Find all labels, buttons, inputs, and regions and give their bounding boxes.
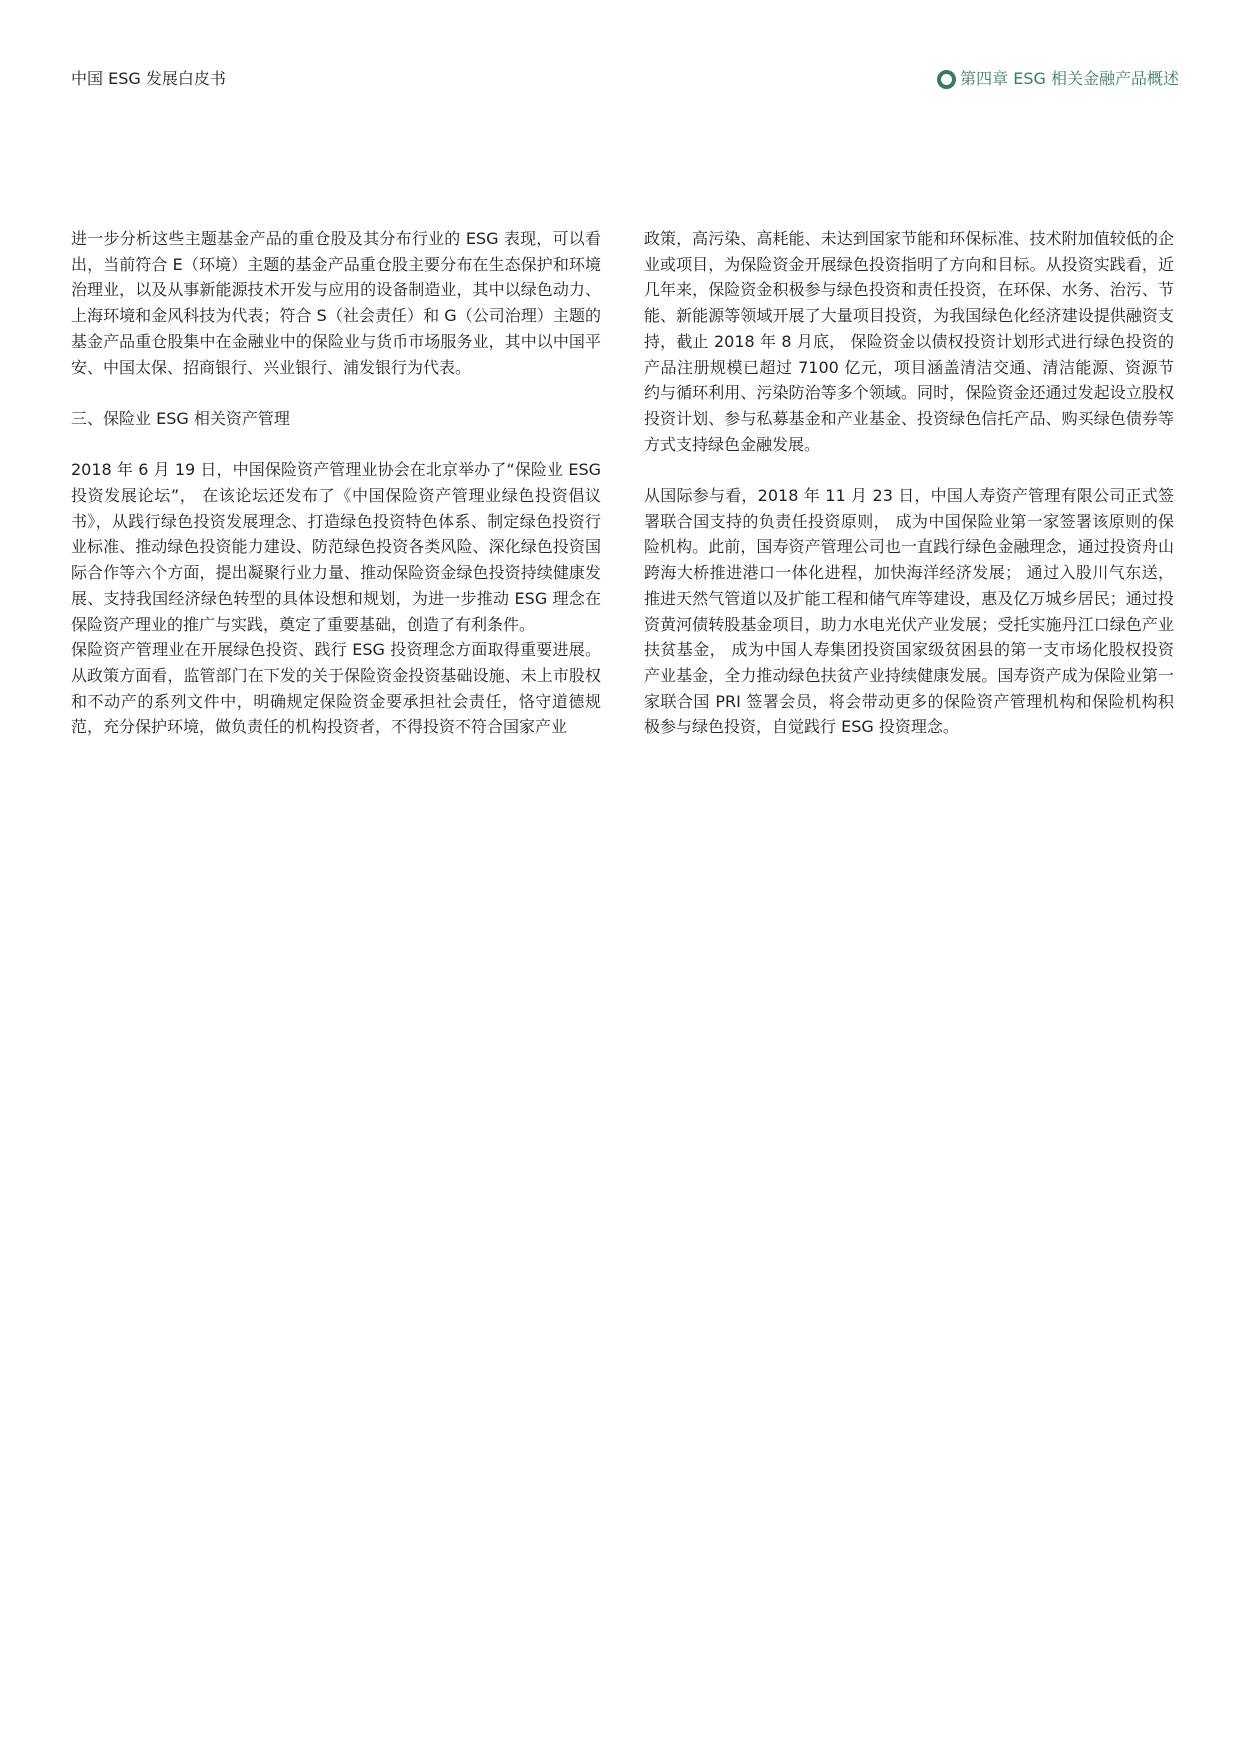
ring-icon xyxy=(937,70,956,89)
paragraph-policy-continued: 政策，高污染、高耗能、未达到国家节能和环保标准、技术附加值较低的企业或项目，为保险资金开展绿色投资指明了方向和目标。从投资实践看，近几年来，保险资金积极参与绿色投资和责任投资，在环保、水务、治污、节能、新能源等领域开展了大量项目投资，为我国绿色化经济建设提供融资支持，截止 2018 年 8 月底， 保险资金以债权投资计划形式进行绿色投资的产品注册规模已超过 7100 亿元，项目涵盖清洁交通、清洁能源、资源节约与循环利用、污染防治等多个领域。同时，保险资金还通过发起设立股权投资计划、参与私募基金和产业基金、投资绿色信托产品、购买绿色债券等方式支持绿色金融发展。 xyxy=(644,229,1174,454)
chapter-header xyxy=(937,68,1179,90)
paragraph-forum: 2018 年 6 月 19 日，中国保险资产管理业协会在北京举办了“保险业 ESG 投资发展论坛”， 在该论坛还发布了《中国保险资产管理业绿色投资倡议书》，从践行绿色投资发展理念、打造绿色投资特色体系、制定绿色投资行业标准、推动绿色投资能力建设、防范绿色投资各类风险、深化绿色投资国际合作等六个方面，提出凝聚行业力量、推动保险资金绿色投资持续健康发展、支持我国经济绿色转型的具体设想和规划，为进一步推动 ESG 理念在保险资产理业的推广与实践，奠定了重要基础，创造了有利条件。 xyxy=(71,460,601,634)
document-title: 中国 ESG 发展白皮书 xyxy=(71,69,226,88)
paragraph-international: 从国际参与看，2018 年 11 月 23 日，中国人寿资产管理有限公司正式签署联合国支持的负责任投资原则， 成为中国保险业第一家签署该原则的保险机构。此前，国寿资产管理公司也一直践行绿色金融理念，通过投资舟山跨海大桥推进港口一体化进程，加快海洋经济发展； 通过入股川气东送，推进天然气管道以及扩能工程和储气库等建设，惠及亿万城乡居民；通过投资黄河债转股基金项目，助力水电光伏产业发展；受托实施丹江口绿色产业扶贫基金， 成为中国人寿集团投资国家级贫困县的第一支市场化股权投资产业基金，全力推动绿色扶贫产业持续健康发展。国寿资产成为保险业第一家联合国 PRI 签署会员，将会带动更多的保险资产管理机构和保险机构积极参与绿色投资，自觉践行 ESG 投资理念。 xyxy=(644,486,1174,737)
paragraph-esg-fund-analysis: 进一步分析这些主题基金产品的重仓股及其分布行业的 ESG 表现，可以看出，当前符合 E（环境）主题的基金产品重仓股主要分布在生态保护和环境治理业，以及从事新能源技术开发与应用的设备制造业，其中以绿色动力、上海环境和金风科技为代表；符合 S（社会责任）和 G（公司治理）主题的基金产品重仓股集中在金融业中的保险业与货币市场服务业，其中以中国平安、中国太保、招商银行、兴业银行、浦发银行为代表。 xyxy=(71,229,601,377)
chapter-title: 第四章 ESG 相关金融产品概述 xyxy=(960,69,1179,88)
left-column xyxy=(71,226,601,740)
section-heading: 三、保险业 ESG 相关资产管理 xyxy=(71,408,290,428)
right-column xyxy=(644,226,1174,740)
paragraph-progress: 保险资产管理业在开展绿色投资、践行 ESG 投资理念方面取得重要进展。从政策方面看，监管部门在下发的关于保险资金投资基础设施、未上市股权和不动产的系列文件中，明确规定保险资金要承担社会责任，恪守道德规范，充分保护环境，做负责任的机构投资者，不得投资不符合国家产业 xyxy=(71,640,601,737)
